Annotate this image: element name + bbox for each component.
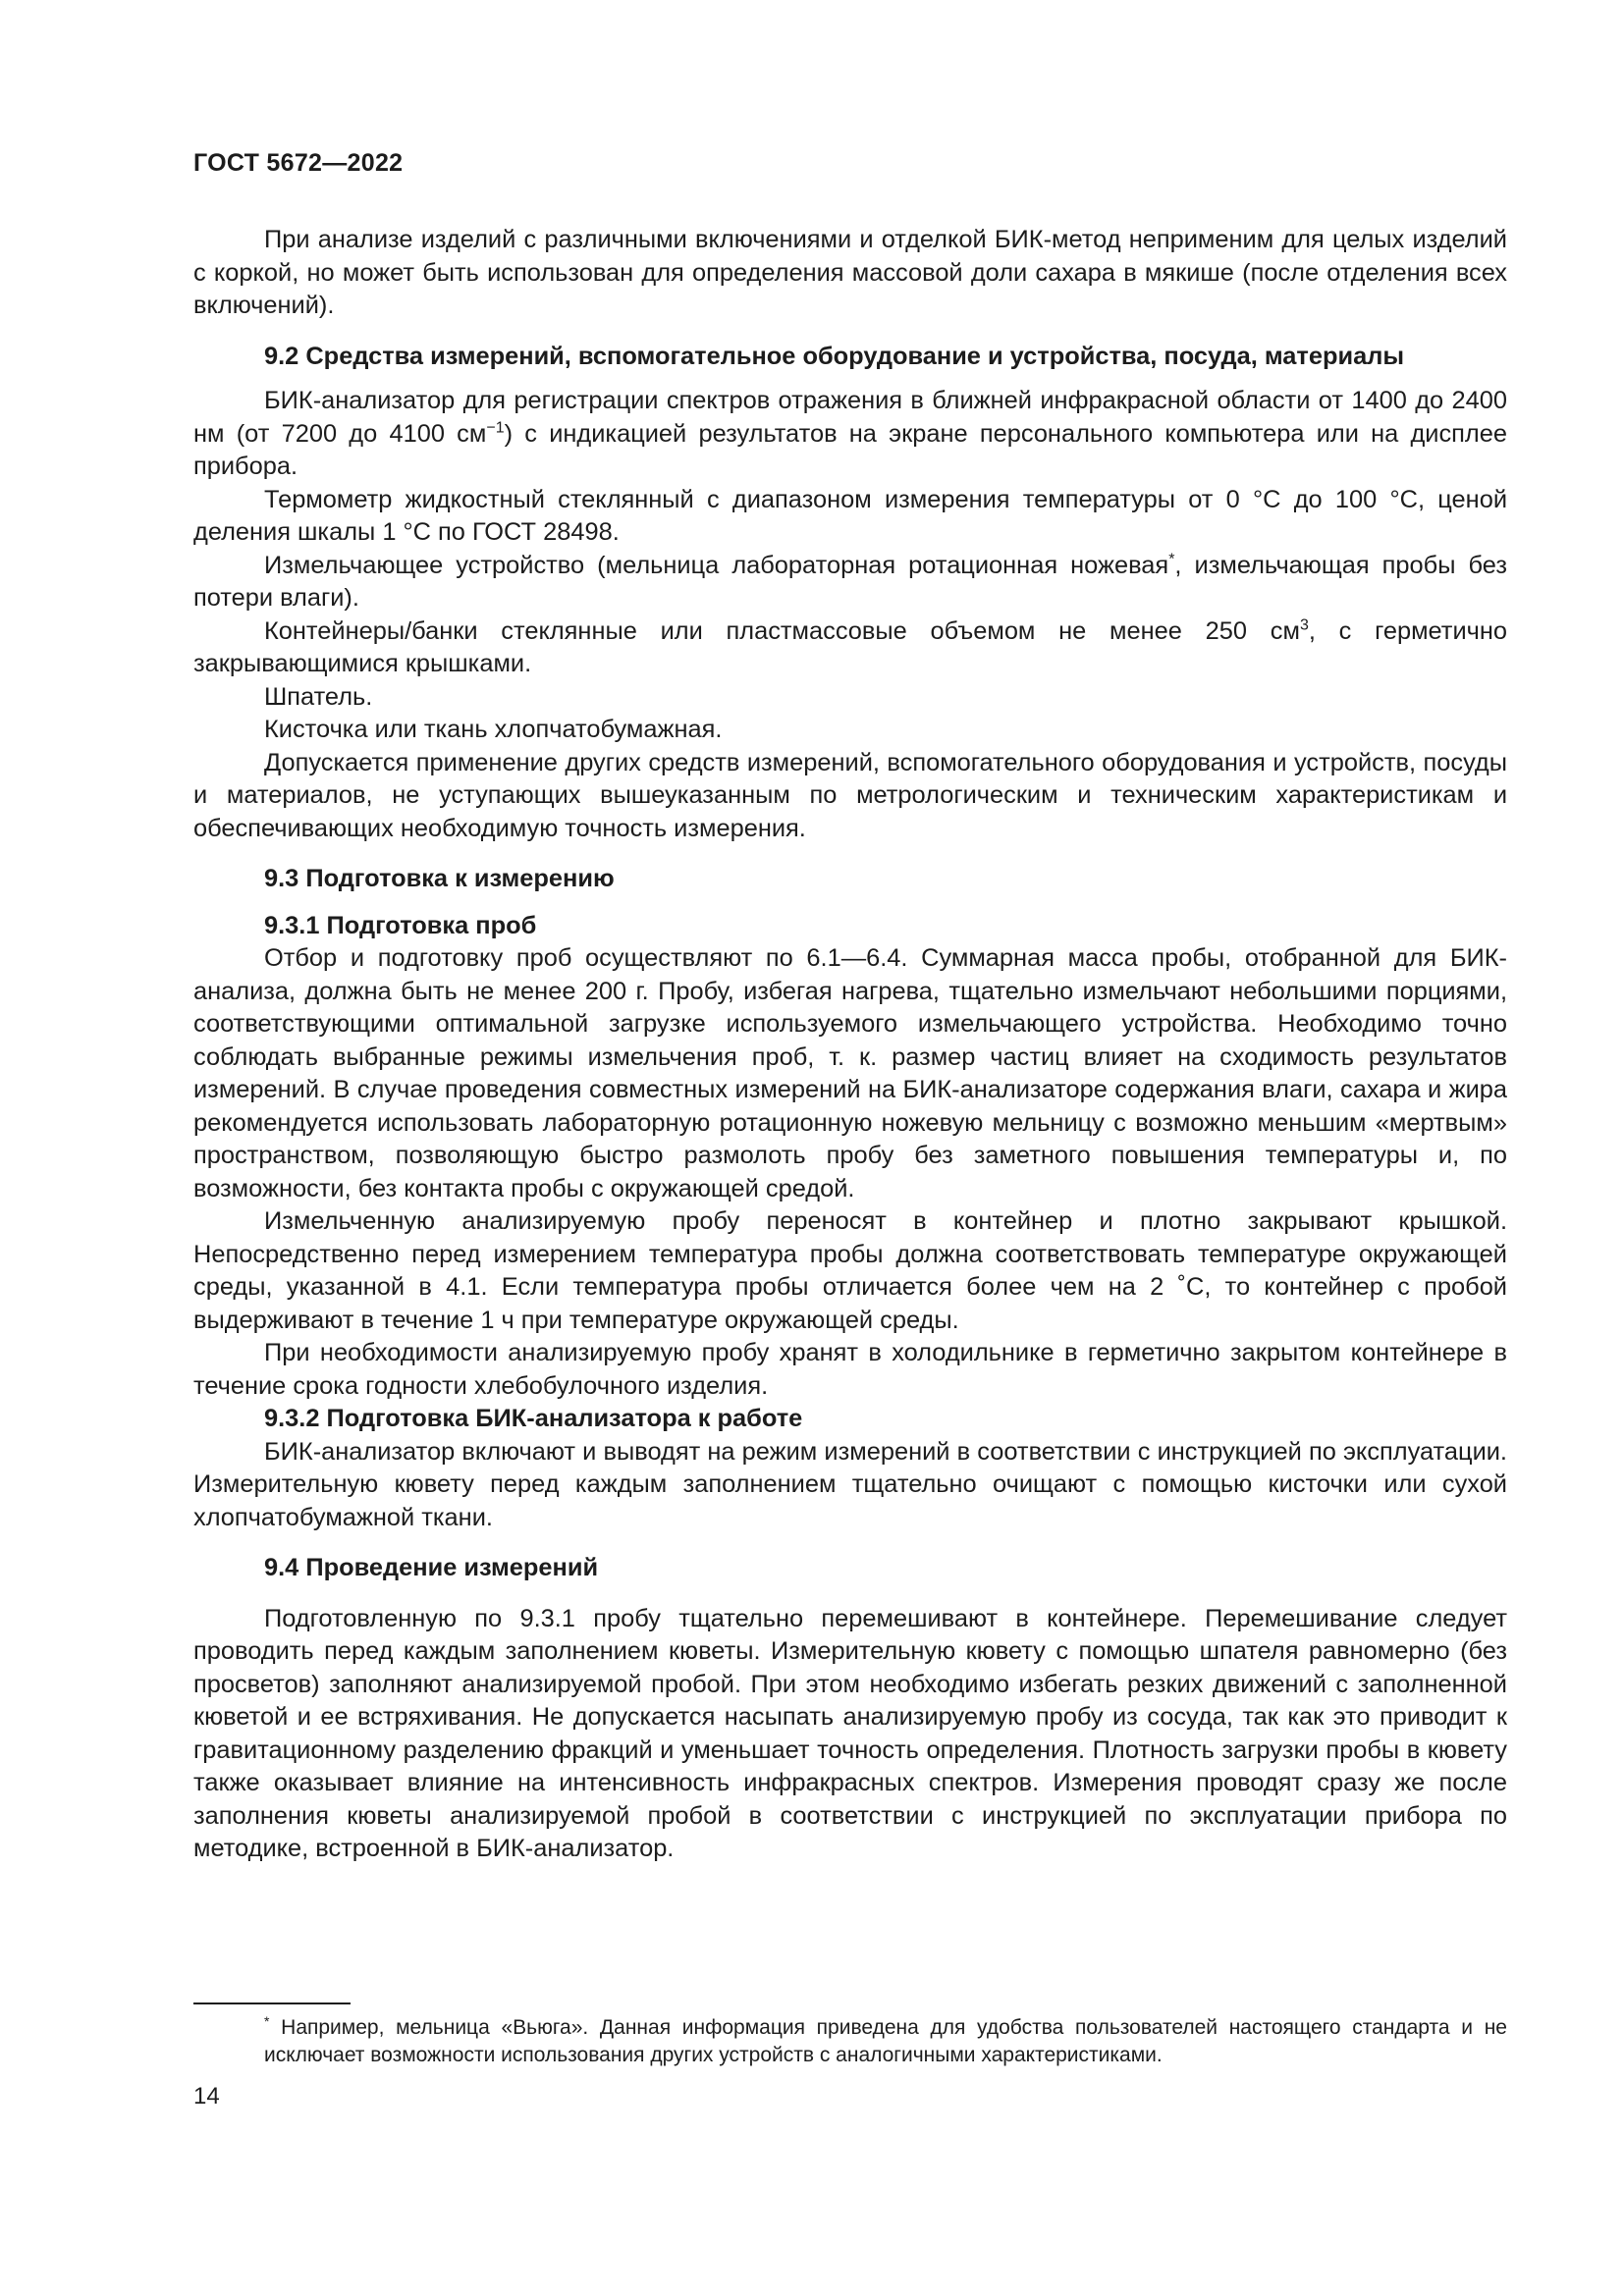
section-9-2-paragraph-brush: Кисточка или ткань хлопчатобумажная. xyxy=(264,716,723,743)
section-9-3-1-paragraph-sampling: Отбор и подготовку проб осуществляют по 6.1—6.4. Суммарная масса пробы, отобранной для БИК-анализа, должна быть не менее 200 г. Пробу, избегая нагрева, тщательно измельчают небольшими порциями, соответствующими оптимальной загрузке используемого измельчающего устройства. Необходимо точно соблюдать выбранные режимы измельчения проб, т. к. размер частиц влияет на сходимость результатов измерений. В случае проведения совместных измерений на БИК-анализаторе содержания влаги, сахара и жира рекомендуется использовать лабораторную ротационную ножевую мельницу с возможно меньшим «мертвым» пространством, позволяющую быстро размолоть пробу без заметного повышения температуры и, по возможности, без контакта пробы с окружающей средой. xyxy=(193,944,1507,1202)
section-9-3-1-paragraph-transfer: Измельченную анализируемую пробу переносят в контейнер и плотно закрывают крышкой. Непосредственно перед измерением температура пробы должна соответствовать температуре окружающей среды, указанной в 4.1. Если температура пробы отличается более чем на 2 ˚С, то контейнер с пробой выдерживают в течение 1 ч при температуре окружающей среды. xyxy=(193,1207,1507,1334)
footnote-text: Например, мельница «Вьюга». Данная информация приведена для удобства пользователей настоящего стандарта и не исключает возможности использования других устройств с аналогичными характеристиками. xyxy=(264,2016,1507,2066)
section-9-4-title: 9.4 Проведение измерений xyxy=(264,1554,599,1581)
section-9-2-paragraph-spatula: Шпатель. xyxy=(264,682,373,711)
section-9-2-paragraph-alternatives: Допускается применение других средств измерений, вспомогательного оборудования и устройств, посуды и материалов, не уступающих вышеуказанным по метрологическим и техническим характеристикам и обеспечивающих необходимую точность измерения. xyxy=(193,748,1507,842)
page-number: 14 xyxy=(193,2083,220,2109)
footnote-divider xyxy=(193,2002,351,2004)
footnote xyxy=(193,2014,1507,2069)
section-9-3-1-paragraph-storage: При необходимости анализируемую пробу хранят в холодильнике в герметично закрытом контейнере в течение срока годности хлебобулочного изделия. xyxy=(193,1339,1507,1400)
section-9-3-2-title: 9.3.2 Подготовка БИК-анализатора к работе xyxy=(264,1405,803,1432)
section-9-2-paragraph-analyzer: БИК-анализатор для регистрации спектров отражения в ближней инфракрасной области от 1400 до 2400 нм (от 7200 до 4100 $см^{-1}$) с индикацией результатов на экране персонального компьютера или на дисплее прибора. xyxy=(193,387,1507,480)
section-9-3-1-title: 9.3.1 Подготовка проб xyxy=(264,911,537,939)
section-9-2-paragraph-thermometer: Термометр жидкостный стеклянный с диапазоном измерения температуры от 0 °С до 100 °С, ценой деления шкалы 1 °С по ГОСТ 28498. xyxy=(193,485,1507,546)
footnote-mark: * xyxy=(264,2013,270,2029)
footnote-reference: * xyxy=(1168,551,1175,568)
section-9-2-paragraph-containers: Контейнеры/банки стеклянные или пластмассовые объемом не менее 250 $см^3$, с герметично закрывающимися крышками. xyxy=(193,616,1507,677)
section-9-4-paragraph: Подготовленную по 9.3.1 пробу тщательно перемешивают в контейнере. Перемешивание следует проводить перед каждым заполнением кюветы. Измерительную кювету с помощью шпателя равномерно (без просветов) заполняют анализируемой пробой. При этом необходимо избегать резких движений с заполненной кюветой и ее встряхивания. Не допускается насыпать анализируемую пробу из сосуда, так как это приводит к гравитационному разделению фракций и уменьшает точность определения. Плотность загрузки пробы в кювету также оказывает влияние на интенсивность инфракрасных спектров. Измерения проводят сразу же после заполнения кюветы анализируемой пробой в соответствии с инструкцией по эксплуатации прибора по методике, встроенной в БИК-анализатор. xyxy=(193,1604,1507,1862)
section-9-3-title: 9.3 Подготовка к измерению xyxy=(264,865,615,892)
standard-header: ГОСТ 5672—2022 xyxy=(193,149,404,177)
document-body xyxy=(193,224,1507,1866)
section-9-2-title: 9.2 Средства измерений, вспомогательное оборудование и устройства, посуда, материалы xyxy=(264,342,1405,370)
section-9-2-paragraph-grinder: Измельчающее устройство (мельница лабораторная ротационная ножевая*, измельчающая пробы без потери влаги). xyxy=(193,551,1507,612)
section-9-3-2-paragraph: БИК-анализатор включают и выводят на режим измерений в соответствии с инструкцией по эксплуатации. Измерительную кювету перед каждым заполнением тщательно очищают с помощью кисточки или сухой хлопчатобумажной ткани. xyxy=(193,1437,1507,1531)
intro-paragraph: При анализе изделий с различными включениями и отделкой БИК-метод неприменим для целых изделий с коркой, но может быть использован для определения массовой доли сахара в мякише (после отделения всех включений). xyxy=(193,226,1507,319)
